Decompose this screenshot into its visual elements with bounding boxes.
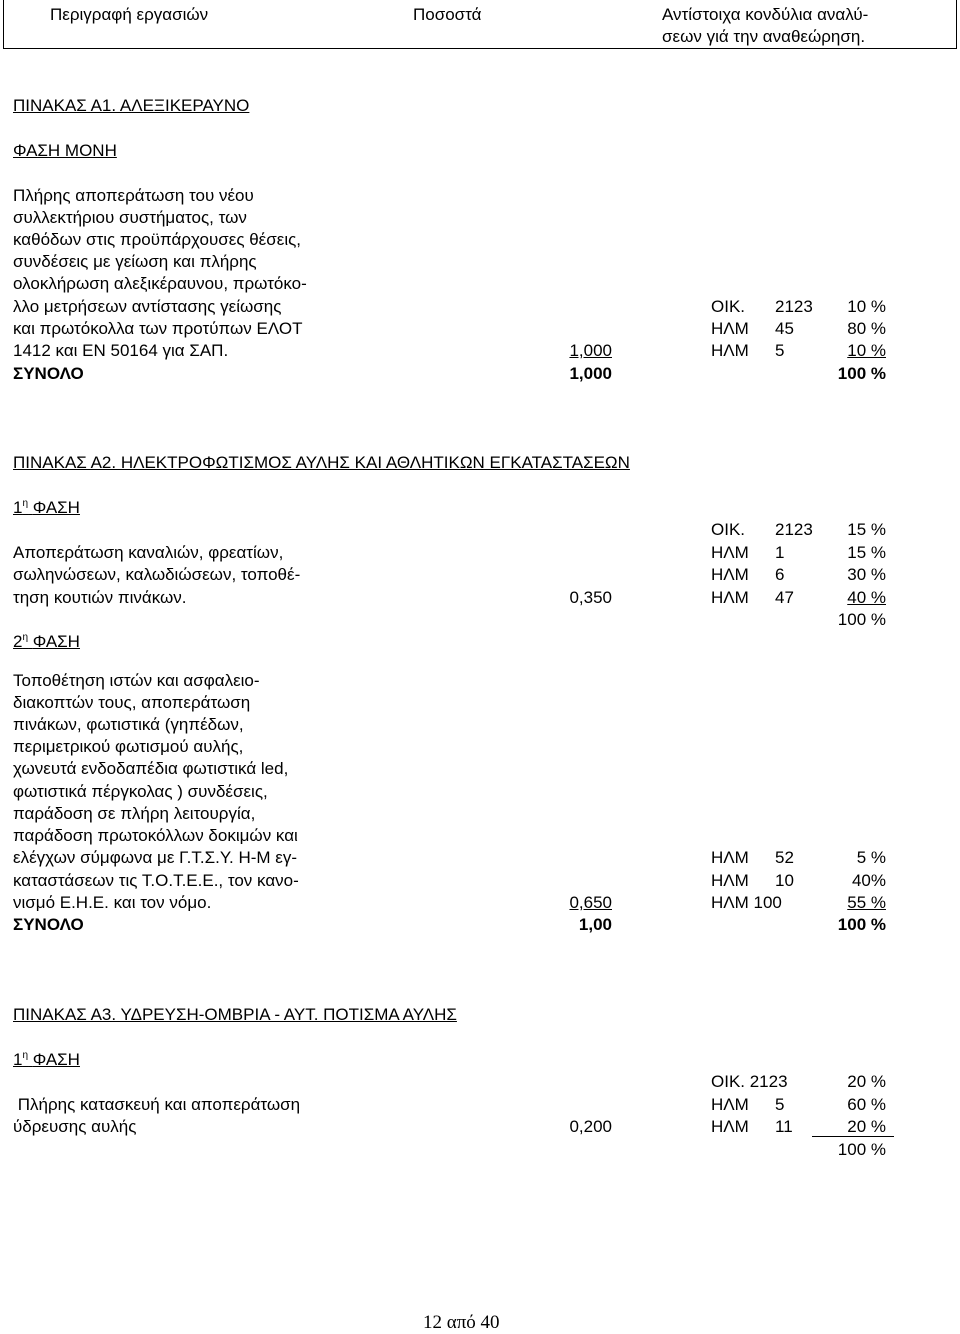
a3-code-pct: 20 % — [847, 1117, 886, 1136]
a3-desc-line: ύδρευσης αυλής — [13, 1117, 137, 1136]
a3-quantity: 0,200 — [569, 1117, 612, 1136]
a2-phase2-desc-line: διακοπτών τους, αποπεράτωση — [13, 693, 251, 712]
a2-total-pct: 100 % — [837, 915, 886, 934]
a1-code: ΗΛΜ — [711, 341, 749, 360]
a2-total-qty: 1,00 — [578, 915, 612, 934]
a2-phase2-desc-line: νισμό Ε.Η.Ε. και τον νόμο. — [13, 893, 212, 912]
a1-code: ΗΛΜ — [711, 319, 749, 338]
a3-desc-line: Πλήρης κατασκευή και αποπεράτωση — [13, 1095, 301, 1114]
a2-phase1-code-pct: 15 % — [847, 520, 886, 539]
a1-code-num: 45 — [775, 319, 794, 338]
a1-code-num: 2123 — [775, 297, 813, 316]
a2-total-label: ΣΥΝΟΛΟ — [13, 915, 84, 934]
a3-code: ΗΛΜ — [711, 1117, 749, 1136]
a2-phase1-code-num: 2123 — [775, 520, 813, 539]
header-col-items-line2: σεων γιά την αναθεώρηση. — [662, 27, 866, 46]
a3-code-num: 5 — [775, 1095, 785, 1114]
a1-code-pct: 10 % — [847, 341, 886, 360]
a2-phase2-desc-line: φωτιστικά πέργκολας ) συνδέσεις, — [13, 782, 268, 801]
a2-phase2-heading: $2^\eta$ ΦΑΣΗ — [13, 632, 80, 651]
a1-title: ΠΙΝΑΚΑΣ Α1. ΑΛΕΞΙΚΕΡΑΥΝΟ — [13, 96, 250, 115]
a2-phase2-code: ΗΛΜ — [711, 848, 749, 867]
a3-phase-heading: $1^\eta$ ΦΑΣΗ — [13, 1050, 80, 1069]
a2-phase1-desc-line: τηση κουτιών πινάκων. — [13, 588, 187, 607]
a2-phase2-code-pct: 40% — [851, 871, 886, 890]
a1-code-num: 5 — [775, 341, 785, 360]
a1-desc-line: συνδέσεις με γείωση και πλήρης — [13, 252, 257, 271]
a1-total-qty: 1,000 — [569, 364, 612, 383]
a2-phase1-code-pct: 40 % — [847, 588, 886, 607]
a1-total-label: ΣΥΝΟΛΟ — [13, 364, 84, 383]
a2-phase2-quantity: 0,650 — [569, 893, 612, 912]
a3-total-pct: 100 % — [837, 1140, 886, 1159]
a2-phase2-code-pct: 55 % — [847, 893, 886, 912]
a1-desc-line: 1412 και ΕΝ 50164 για ΣΑΠ. — [13, 341, 229, 360]
a3-code: ΟΙΚ. 2123 — [711, 1072, 788, 1091]
a2-phase1-code-num: 1 — [775, 543, 785, 562]
a2-phase2-desc-line: πινάκων, φωτιστικά (γηπέδων, — [13, 715, 244, 734]
page-number: 12 από 40 — [423, 1312, 500, 1333]
a1-code: ΟΙΚ. — [711, 297, 746, 316]
a2-phase2-desc-line: περιμετρικού φωτισμού αυλής, — [13, 737, 244, 756]
a1-quantity: 1,000 — [569, 341, 612, 360]
a2-phase2-code-pct: 5 % — [856, 848, 886, 867]
a2-phase2-desc-line: ελέγχων σύμφωνα με Γ.Τ.Σ.Υ. Η-Μ εγ- — [13, 848, 298, 867]
a2-phase2-desc-line: Τοποθέτηση ιστών και ασφαλειο- — [13, 671, 260, 690]
a1-phase: ΦΑΣΗ ΜΟΝΗ — [13, 141, 117, 160]
a3-code-num: 11 — [775, 1117, 793, 1136]
a2-phase2-code: ΗΛΜ 100 — [711, 893, 782, 912]
a3-code-pct: 20 % — [847, 1072, 886, 1091]
a1-code-pct: 10 % — [847, 297, 886, 316]
a1-desc-line: ολοκλήρωση αλεξικέραυνου, πρωτόκο- — [13, 274, 307, 293]
a2-phase1-code-pct: 30 % — [847, 565, 886, 584]
a2-phase1-code: ΗΛΜ — [711, 565, 749, 584]
a3-code-pct: 60 % — [847, 1095, 886, 1114]
a2-phase2-code-num: 52 — [775, 848, 794, 867]
a2-phase1-code-pct: 15 % — [847, 543, 886, 562]
a2-title: ΠΙΝΑΚΑΣ Α2. ΗΛΕΚΤΡΟΦΩΤΙΣΜΟΣ ΑΥΛΗΣ ΚΑΙ ΑΘΛΗΤΙΚΩΝ ΕΓΚΑΤΑΣΤΑΣΕΩΝ — [13, 453, 630, 472]
a3-title: ΠΙΝΑΚΑΣ Α3. ΥΔΡΕΥΣΗ-ΟΜΒΡΙΑ - ΑΥΤ. ΠΟΤΙΣΜΑ ΑΥΛΗΣ — [13, 1005, 457, 1024]
a3-pct-underline — [812, 1136, 894, 1137]
a2-phase2-desc-line: χωνευτά ενδοδαπέδια φωτιστικά led, — [13, 759, 289, 778]
header-col-percentages: Ποσοστά — [413, 5, 482, 24]
a2-phase1-code-num: 6 — [775, 565, 785, 584]
a2-phase1-desc-line: σωληνώσεων, καλωδιώσεων, τοποθέ- — [13, 565, 301, 584]
a2-phase1-code: ΗΛΜ — [711, 543, 749, 562]
a3-code: ΗΛΜ — [711, 1095, 749, 1114]
a2-phase1-heading: $1^\eta$ ΦΑΣΗ — [13, 498, 80, 517]
a2-phase2-code-num: 10 — [775, 871, 794, 890]
a2-phase1-code: ΗΛΜ — [711, 588, 749, 607]
a1-code-pct: 80 % — [847, 319, 886, 338]
a2-phase2-desc-line: καταστάσεων τις Τ.Ο.Τ.Ε.Ε., τον κανο- — [13, 871, 299, 890]
a2-phase1-code-num: 47 — [775, 588, 794, 607]
a1-desc-line: και πρωτόκολλα των προτύπων ΕΛΟΤ — [13, 319, 303, 338]
header-col-items-line1: Αντίστοιχα κονδύλια αναλύ- — [662, 5, 869, 24]
a2-phase1-total-pct: 100 % — [837, 610, 886, 629]
a2-phase2-desc-line: παράδοση σε πλήρη λειτουργία, — [13, 804, 256, 823]
a1-desc-line: καθόδων στις προϋπάρχουσες θέσεις, — [13, 230, 302, 249]
a1-desc-line: λλο μετρήσεων αντίστασης γείωσης — [13, 297, 282, 316]
a1-desc-line: Πλήρης αποπεράτωση του νέου — [13, 186, 254, 205]
a2-phase2-desc-line: παράδοση πρωτοκόλλων δοκιμών και — [13, 826, 298, 845]
a2-phase1-code: ΟΙΚ. — [711, 520, 746, 539]
a1-desc-line: συλλεκτήριου συστήματος, των — [13, 208, 247, 227]
a2-phase1-desc-line: Αποπεράτωση καναλιών, φρεατίων, — [13, 543, 284, 562]
a2-phase1-quantity: 0,350 — [569, 588, 612, 607]
header-col-description: Περιγραφή εργασιών — [50, 5, 209, 24]
a1-total-pct: 100 % — [837, 364, 886, 383]
a2-phase2-code: ΗΛΜ — [711, 871, 749, 890]
